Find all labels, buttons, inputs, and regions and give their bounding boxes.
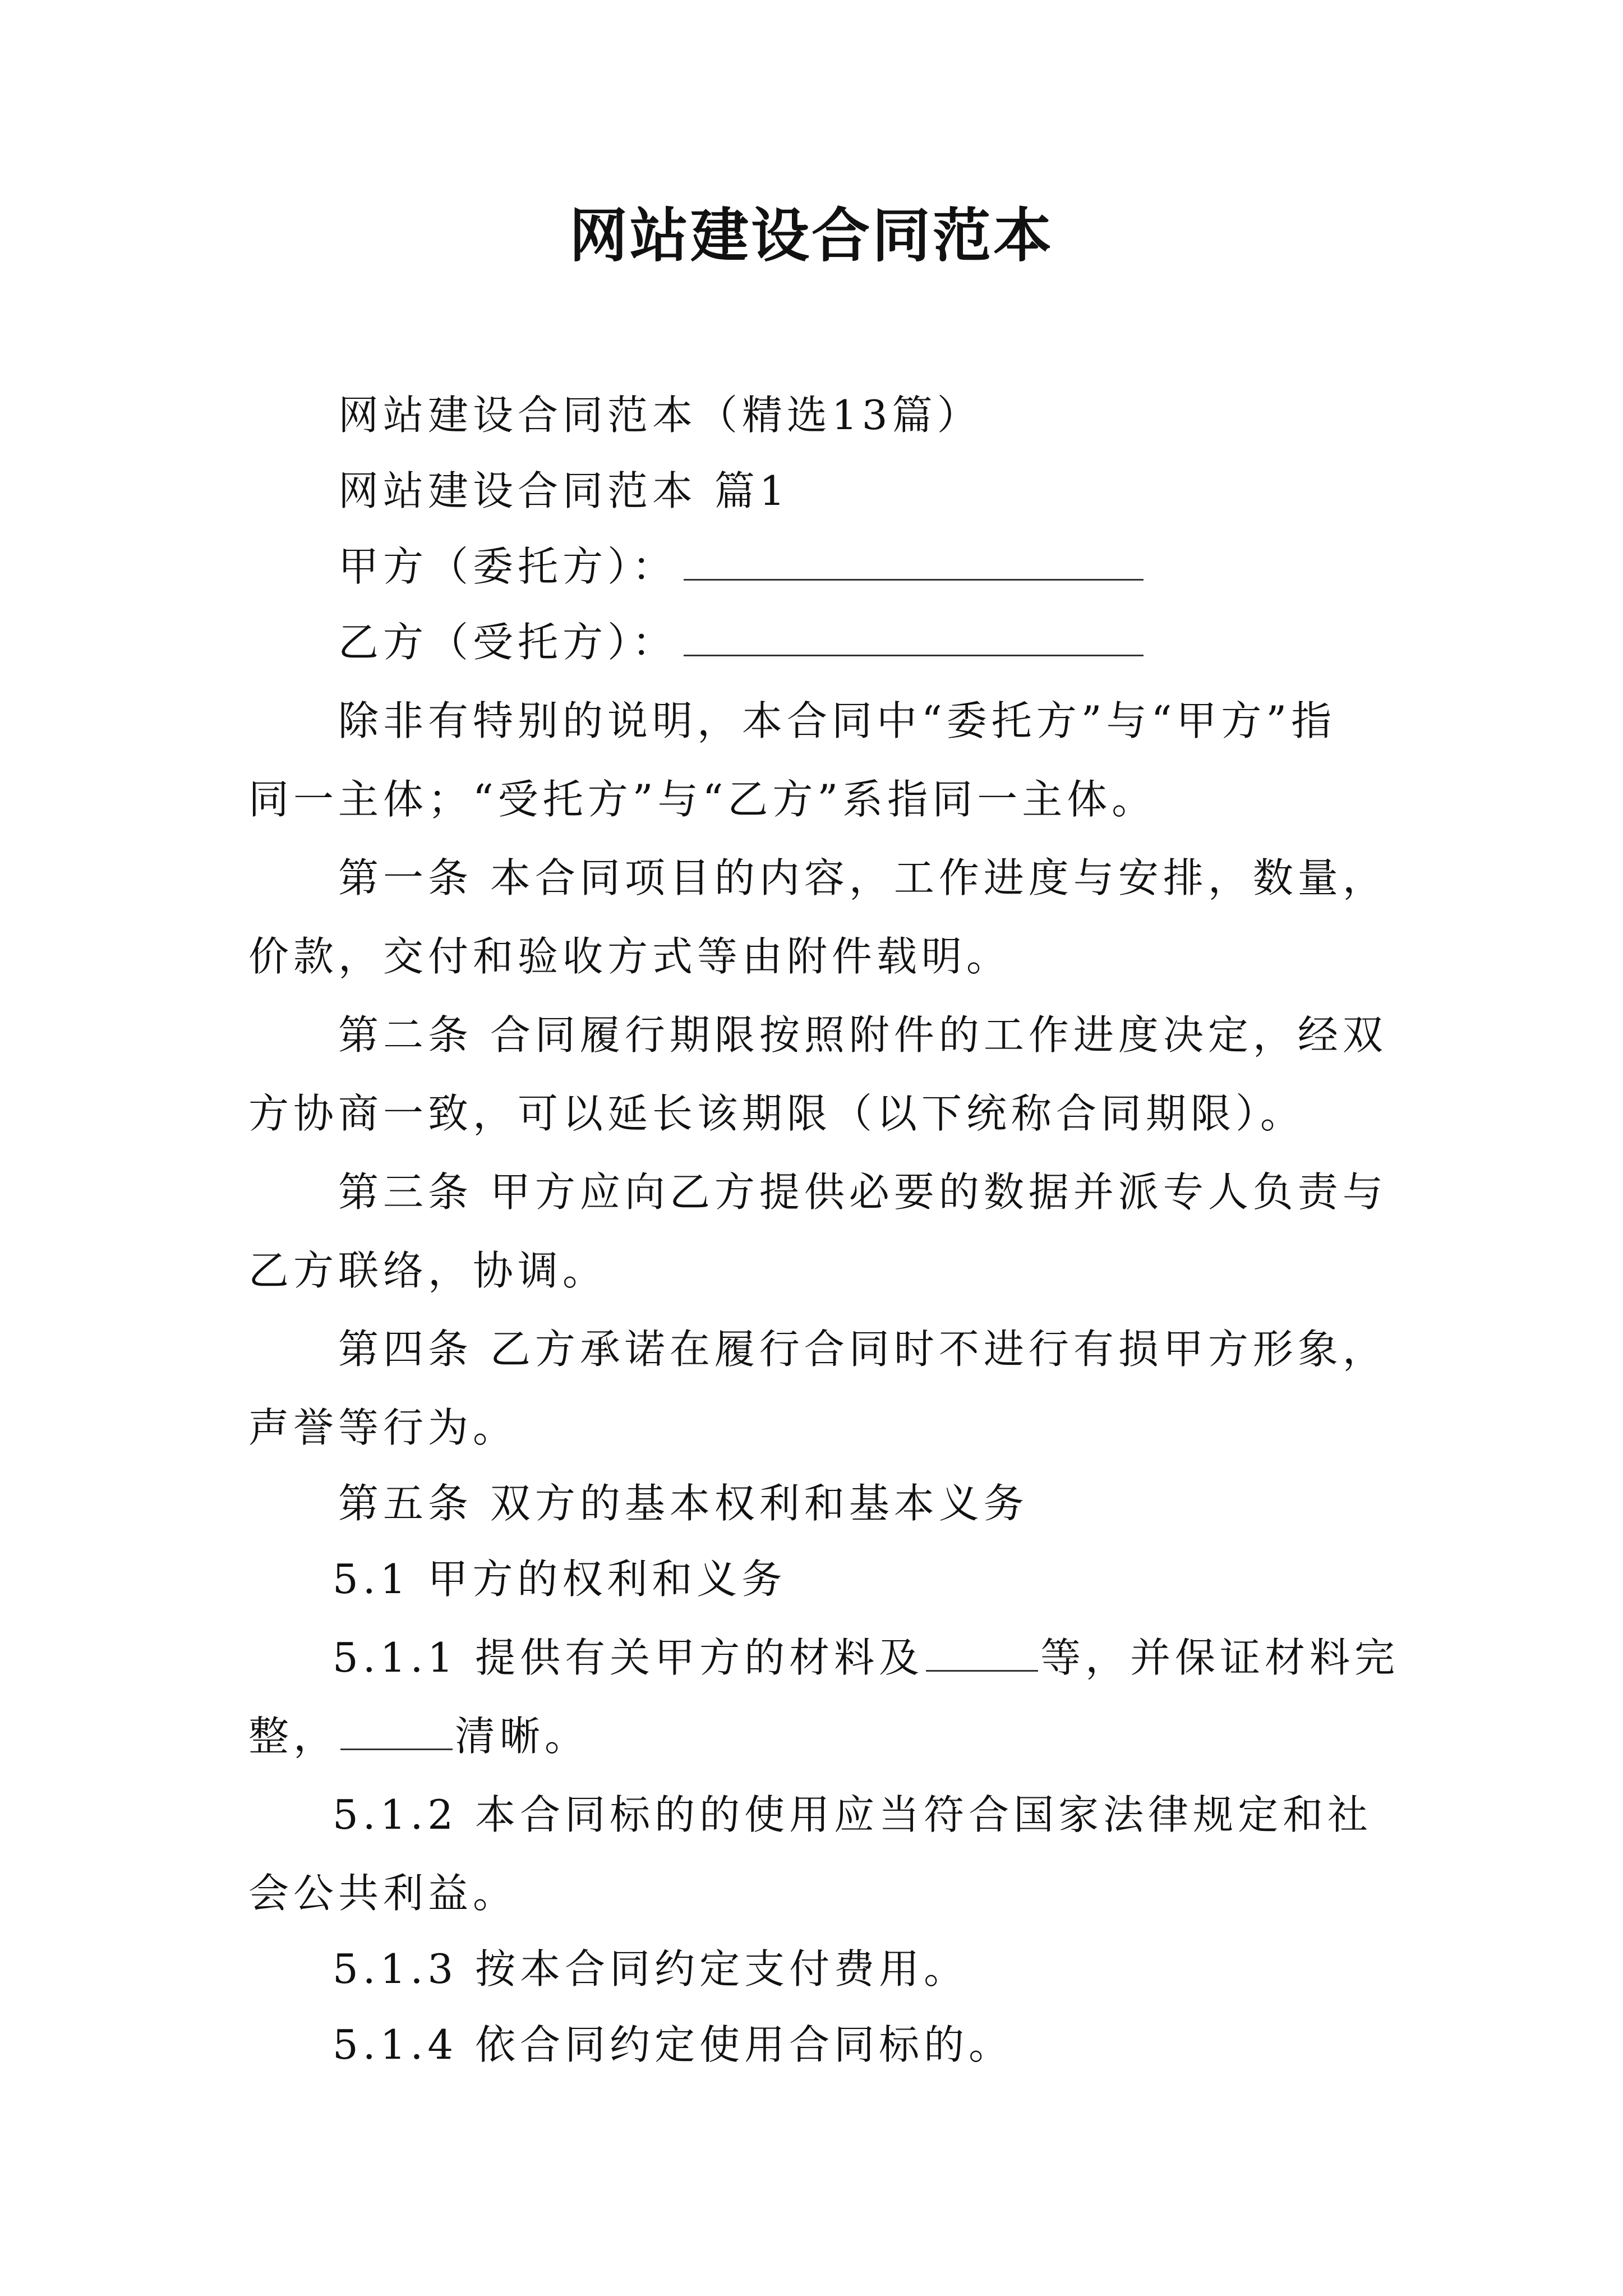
party-b-label: 乙方（受托方）： <box>338 619 677 666</box>
section-5-1-1-line-1 <box>333 1630 1399 1686</box>
section-5-1-3: 5.1.3 按本合同约定支付费用。 <box>333 1945 969 1993</box>
section-5-1-1-text-b: 等，并保证材料完 <box>1040 1634 1400 1681</box>
party-a-blank <box>684 545 1144 581</box>
article-2-line-1: 第二条 合同履行期限按照附件的工作进度决定，经双 <box>338 1011 1387 1059</box>
document-subtitle: 网站建设合同范本（精选13篇） <box>338 392 982 439</box>
section-5-1-1-text-d: 清晰。 <box>455 1713 590 1760</box>
article-3-line-2: 乙方联络，协调。 <box>248 1247 608 1294</box>
intro-line-2: 同一主体；“受托方”与“乙方”系指同一主体。 <box>248 776 1157 823</box>
section-5-1-4: 5.1.4 依合同约定使用合同标的。 <box>333 2021 1014 2068</box>
party-b-line <box>338 614 1144 670</box>
section-5-1-1-text-c: 整， <box>248 1713 339 1760</box>
intro-line-1: 除非有特别的说明，本合同中“委托方”与“甲方”指 <box>338 697 1336 744</box>
document-title: 网站建设合同范本 <box>569 201 1054 270</box>
party-b-blank <box>684 621 1144 656</box>
article-5: 第五条 双方的基本权利和基本义务 <box>338 1480 1029 1527</box>
article-3-line-1: 第三条 甲方应向乙方提供必要的数据并派专人负责与 <box>338 1168 1387 1216</box>
article-2-line-2: 方协商一致，可以延长该期限（以下统称合同期限）。 <box>248 1090 1306 1137</box>
article-1-line-1: 第一条 本合同项目的内容，工作进度与安排，数量， <box>338 854 1387 901</box>
article-4-line-2: 声誉等行为。 <box>248 1404 518 1451</box>
section-5-1-2-line-2: 会公共利益。 <box>248 1870 518 1917</box>
section-5-1-2-line-1: 5.1.2 本合同标的的使用应当符合国家法律规定和社 <box>333 1791 1373 1838</box>
section-5-1-1-line-2 <box>248 1708 589 1764</box>
section-5-1: 5.1 甲方的权利和义务 <box>333 1556 787 1603</box>
section-5-1-1-text-a: 5.1.1 提供有关甲方的材料及 <box>333 1634 924 1681</box>
section-5-1-1-blank-1 <box>926 1636 1038 1672</box>
section-heading: 网站建设合同范本 篇1 <box>338 467 790 514</box>
article-4-line-1: 第四条 乙方承诺在履行合同时不进行有损甲方形象， <box>338 1326 1387 1373</box>
party-a-label: 甲方（委托方）： <box>338 543 677 590</box>
section-5-1-1-blank-2 <box>340 1715 453 1750</box>
party-a-line <box>338 539 1144 595</box>
article-1-line-2: 价款，交付和验收方式等由附件载明。 <box>248 933 1012 980</box>
